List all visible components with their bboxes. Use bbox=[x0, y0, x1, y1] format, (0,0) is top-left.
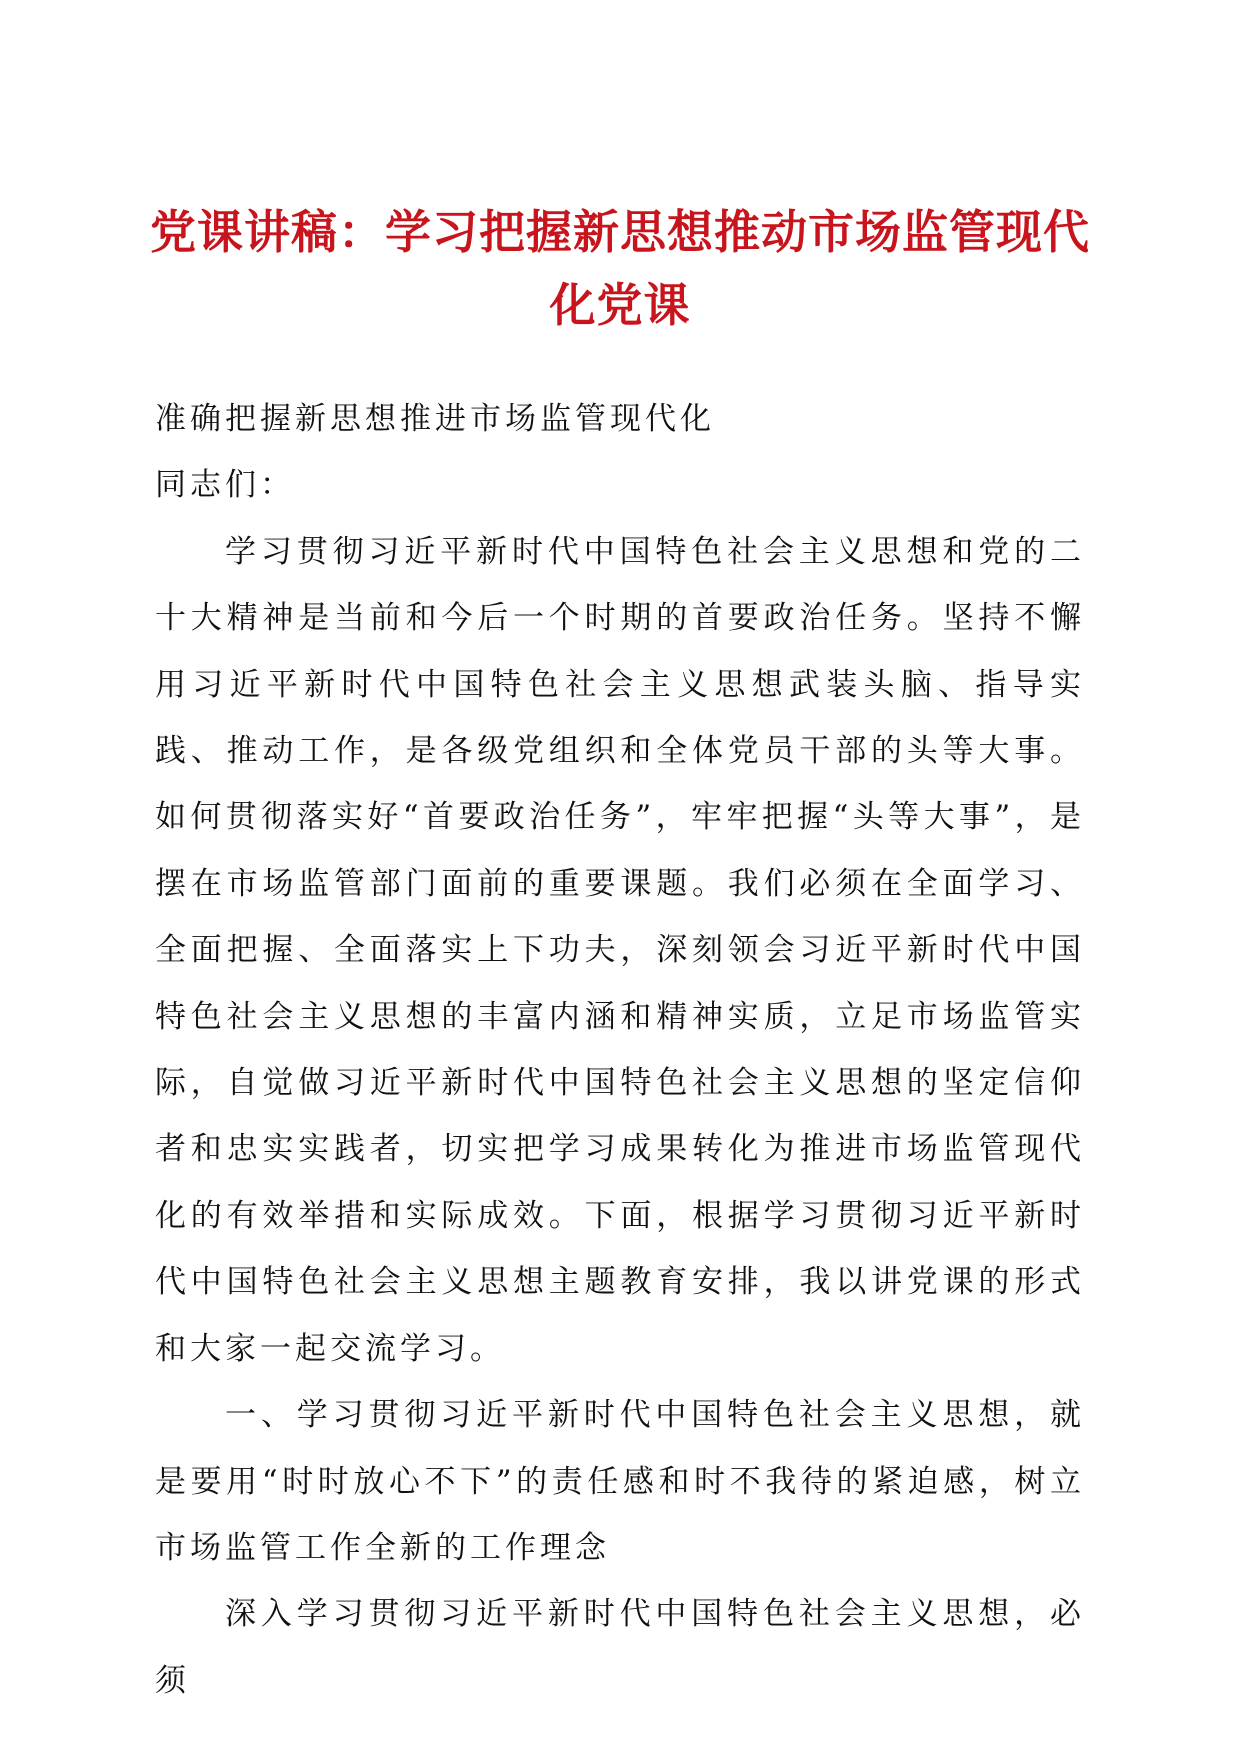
subtitle: 准确把握新思想推进市场监管现代化 bbox=[155, 401, 715, 437]
paragraph-section-1: 深入学习贯彻习近平新时代中国特色社会主义思想，必须 bbox=[155, 1596, 1085, 1699]
paragraph-intro: 学习贯彻习近平新时代中国特色社会主义思想和党的二十大精神是当前和今后一个时期的首要政治任务。坚持不懈用习近平新时代中国特色社会主义思想武装头脑、指导实践、推动工作，是各级党组织和全体党员干部的头等大事。如何贯彻落实好“首要政治任务”，牢牢把握“头等大事”，是摆在市场监管部门面前的重要课题。我们必须在全面学习、全面把握、全面落实上下功夫，深刻领会习近平新时代中国特色社会主义思想的丰富内涵和精神实质，立足市场监管实际，自觉做习近平新时代中国特色社会主义思想的坚定信仰者和忠实实践者，切实把学习成果转化为推进市场监管现代化的有效举措和实际成效。下面，根据学习贯彻习近平新时代中国特色社会主义思想主题教育安排，我以讲党课的形式和大家一起交流学习。 bbox=[155, 533, 1085, 1367]
document-body bbox=[155, 386, 1085, 1714]
section-heading-1: 一、学习贯彻习近平新时代中国特色社会主义思想，就是要用“时时放心不下”的责任感和时不我待的紧迫感，树立市场监管工作全新的工作理念 bbox=[155, 1397, 1085, 1566]
salutation: 同志们： bbox=[155, 467, 295, 504]
document-title: 党课讲稿：学习把握新思想推动市场监管现代化党课 bbox=[150, 205, 1090, 332]
